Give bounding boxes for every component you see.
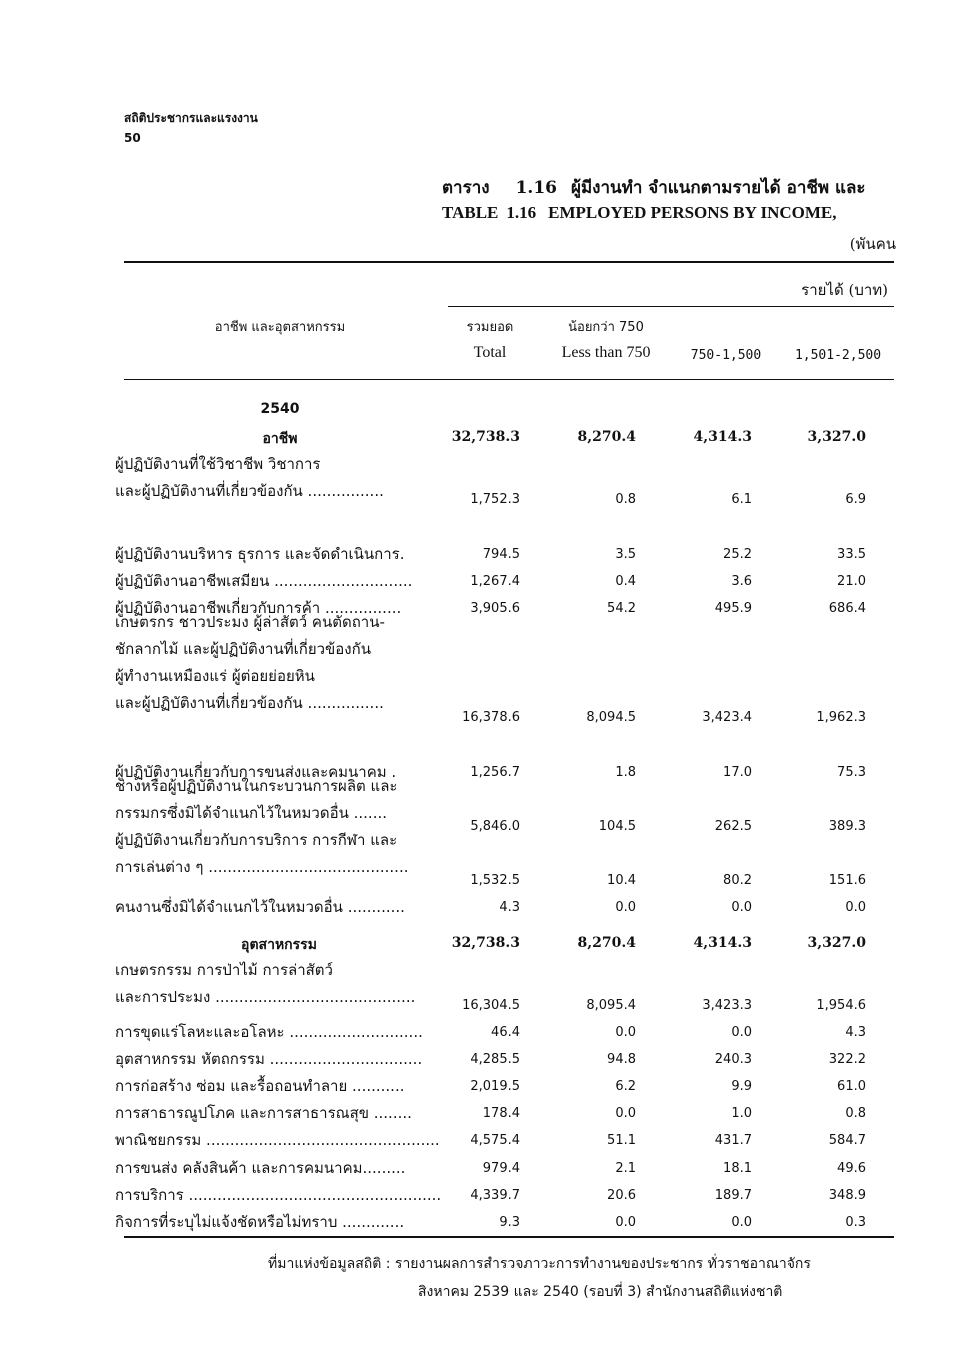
table-cell: 4.3 xyxy=(845,1025,866,1040)
source-note xyxy=(268,1250,811,1306)
table-row-label: คนงานซึ่งมิได้จำแนกไว้ในหมวดอื่น ............ xyxy=(115,898,405,916)
title-prefix-thai: ตาราง xyxy=(442,178,490,198)
table-row-label: ผู้ปฏิบัติงานเกี่ยวกับการบริการ การกีฬา และ การเล่นต่าง ๆ .......................................... xyxy=(115,831,409,876)
table-row-label: การก่อสร้าง ซ่อม และรื้อถอนทำลาย ........... xyxy=(115,1077,405,1095)
table-cell: 262.5 xyxy=(714,819,752,834)
section-total-cell: 3,327.0 xyxy=(807,935,866,951)
table-cell: 46.4 xyxy=(491,1025,520,1040)
table-cell: 6.1 xyxy=(731,492,752,507)
section-total-cell: 4,314.3 xyxy=(693,935,752,951)
table-cell: 0.0 xyxy=(615,1215,636,1230)
table-row-label: เกษตรกรรม การป่าไม้ การล่าสัตว์ และการประมง .......................................... xyxy=(115,961,416,1006)
table-cell: 3,905.6 xyxy=(470,601,520,616)
table-row-label: การบริการ ..................................................... xyxy=(115,1186,442,1204)
table-cell: 16,304.5 xyxy=(462,998,520,1013)
section-title: อาชีพ xyxy=(262,431,298,447)
table-cell: 5,846.0 xyxy=(470,819,520,834)
table-cell: 2,019.5 xyxy=(470,1079,520,1094)
table-cell: 4.3 xyxy=(499,900,520,915)
table-cell: 21.0 xyxy=(837,574,866,589)
table-cell: 0.0 xyxy=(731,900,752,915)
book-title: สถิติประชากรและแรงงาน xyxy=(124,111,258,125)
table-cell: 10.4 xyxy=(607,873,636,888)
table-row-label: เกษตรกร ชาวประมง ผู้ล่าสัตว์ คนตัดถาน- ชักลากไม้ และผู้ปฏิบัติงานที่เกี่ยวข้องกัน ผู้ทำงานเหมืองแร่ ผู้ต่อยย่อยหิน และผู้ปฏิบัติงานที่เกี่ยวข้องกัน ................ xyxy=(115,613,385,712)
title-prefix-english: TABLE xyxy=(442,203,499,222)
unit-label: (พันคน xyxy=(849,235,896,253)
table-cell: 0.0 xyxy=(731,1025,752,1040)
table-number: 1.16 xyxy=(515,178,557,198)
table-cell: 0.4 xyxy=(615,574,636,589)
table-cell: 495.9 xyxy=(714,601,752,616)
table-cell: 322.2 xyxy=(828,1052,866,1067)
table-cell: 3.6 xyxy=(731,574,752,589)
table-cell: 0.8 xyxy=(845,1106,866,1121)
table-cell: 4,575.4 xyxy=(470,1133,520,1148)
table-cell: 8,094.5 xyxy=(586,710,636,725)
table-cell: 1.0 xyxy=(731,1106,752,1121)
income-header: รายได้ (บาท) xyxy=(801,281,888,299)
table-cell: 151.6 xyxy=(828,873,866,888)
source-line-1: ที่มาแห่งข้อมูลสถิติ : รายงานผลการสำรวจภาวะการทำงานของประชากร ทั่วราชอาณาจักร xyxy=(268,1256,811,1272)
stub-header: อาชีพ และอุตสาหกรรม xyxy=(214,320,346,335)
table-cell: 178.4 xyxy=(482,1106,520,1121)
table-cell: 6.9 xyxy=(845,492,866,507)
table-cell: 389.3 xyxy=(828,819,866,834)
table-cell: 33.5 xyxy=(837,547,866,562)
table-cell: 51.1 xyxy=(607,1133,636,1148)
table-cell: 104.5 xyxy=(598,819,636,834)
source-line-2: สิงหาคม 2539 และ 2540 (รอบที่ 3) สำนักงานสถิติแห่งชาติ xyxy=(418,1284,783,1300)
page-number: 50 xyxy=(124,131,141,145)
table-row-label: การขุดแร่โลหะและอโลหะ ............................ xyxy=(115,1023,423,1041)
table-cell: 1,752.3 xyxy=(470,492,520,507)
table-row-label: การสาธารณูปโภค และการสาธารณสุข ........ xyxy=(115,1104,412,1122)
section-total-cell: 8,270.4 xyxy=(577,429,636,445)
col-total-th: รวมยอด xyxy=(466,320,514,335)
table-cell: 54.2 xyxy=(607,601,636,616)
table-cell: 584.7 xyxy=(828,1133,866,1148)
table-cell: 1,256.7 xyxy=(470,765,520,780)
table-cell: 17.0 xyxy=(723,765,752,780)
section-total-cell: 3,327.0 xyxy=(807,429,866,445)
table-row-label: ผู้ปฏิบัติงานอาชีพเสมียน ............................. xyxy=(115,572,413,590)
col-1501-2500: 1,501-2,500 xyxy=(794,348,882,363)
table-cell: 0.0 xyxy=(845,900,866,915)
table-title-english xyxy=(442,203,837,223)
section-total-cell: 4,314.3 xyxy=(693,429,752,445)
table-row-label: พาณิชยกรรม ................................................. xyxy=(115,1131,440,1149)
table-cell: 80.2 xyxy=(723,873,752,888)
table-cell: 9.3 xyxy=(499,1215,520,1230)
section-total-cell: 32,738.3 xyxy=(451,429,520,445)
section-total-cell: 8,270.4 xyxy=(577,935,636,951)
income-rule xyxy=(448,306,894,307)
table-cell: 20.6 xyxy=(607,1188,636,1203)
table-cell: 1,962.3 xyxy=(816,710,866,725)
table-row-label: กิจการที่ระบุไม่แจ้งชัดหรือไม่ทราบ ............. xyxy=(115,1213,405,1231)
table-cell: 3,423.3 xyxy=(702,998,752,1013)
table-row-label: ช่างหรือผู้ปฏิบัติงานในกระบวนการผลิต และ กรรมกรซึ่งมิได้จำแนกไว้ในหมวดอื่น ....... xyxy=(115,777,398,822)
table-cell: 0.0 xyxy=(615,1025,636,1040)
col-lt750-en: Less than 750 xyxy=(561,344,651,361)
col-750-1500: 750-1,500 xyxy=(690,348,762,363)
top-rule xyxy=(124,261,894,263)
table-title-thai xyxy=(442,174,866,201)
table-row-label: การขนส่ง คลังสินค้า และการคมนาคม......... xyxy=(115,1159,406,1177)
title-text-english: EMPLOYED PERSONS BY INCOME, xyxy=(548,203,837,222)
table-row-label: ผู้ปฏิบัติงานบริหาร ธุรการ และจัดดำเนินการ. xyxy=(115,545,405,563)
section-title: อุตสาหกรรม xyxy=(241,937,317,953)
table-cell: 49.6 xyxy=(837,1161,866,1176)
table-cell: 16,378.6 xyxy=(462,710,520,725)
table-cell: 686.4 xyxy=(828,601,866,616)
table-row-label: ผู้ปฏิบัติงานอาชีพเกี่ยวกับการค้า ................ xyxy=(115,599,402,617)
table-cell: 0.3 xyxy=(845,1215,866,1230)
table-cell: 1,532.5 xyxy=(470,873,520,888)
table-cell: 8,095.4 xyxy=(586,998,636,1013)
table-cell: 94.8 xyxy=(607,1052,636,1067)
table-row-label: ผู้ปฏิบัติงานที่ใช้วิชาชีพ วิชาการ และผู้ปฏิบัติงานที่เกี่ยวข้องกัน ................ xyxy=(115,455,384,500)
table-cell: 794.5 xyxy=(482,547,520,562)
table-cell: 189.7 xyxy=(714,1188,752,1203)
table-cell: 75.3 xyxy=(837,765,866,780)
table-row-label: ผู้ปฏิบัติงานเกี่ยวกับการขนส่งและคมนาคม . xyxy=(115,763,397,781)
table-cell: 0.0 xyxy=(731,1215,752,1230)
table-cell: 4,285.5 xyxy=(470,1052,520,1067)
table-cell: 0.0 xyxy=(615,1106,636,1121)
title-text-thai: ผู้มีงานทำ จำแนกตามรายได้ อาชีพ และ xyxy=(570,178,866,198)
page-header xyxy=(124,108,258,148)
table-cell: 431.7 xyxy=(714,1133,752,1148)
table-cell: 3,423.4 xyxy=(702,710,752,725)
bottom-rule xyxy=(124,1236,894,1238)
table-cell: 348.9 xyxy=(828,1188,866,1203)
table-cell: 25.2 xyxy=(723,547,752,562)
table-cell: 18.1 xyxy=(723,1161,752,1176)
table-cell: 6.2 xyxy=(615,1079,636,1094)
table-cell: 0.0 xyxy=(615,900,636,915)
table-cell: 1,954.6 xyxy=(816,998,866,1013)
section-total-cell: 32,738.3 xyxy=(451,935,520,951)
header-bottom-rule xyxy=(124,379,894,380)
table-cell: 9.9 xyxy=(731,1079,752,1094)
table-cell: 4,339.7 xyxy=(470,1188,520,1203)
table-cell: 1.8 xyxy=(615,765,636,780)
table-cell: 1,267.4 xyxy=(470,574,520,589)
year-label: 2540 xyxy=(260,401,300,417)
table-cell: 0.8 xyxy=(615,492,636,507)
table-cell: 2.1 xyxy=(615,1161,636,1176)
col-lt750-th: น้อยกว่า 750 xyxy=(568,320,644,335)
table-cell: 979.4 xyxy=(482,1161,520,1176)
col-total-en: Total xyxy=(473,344,507,361)
table-row-label: อุตสาหกรรม หัตถกรรม ................................ xyxy=(115,1050,423,1068)
table-cell: 240.3 xyxy=(714,1052,752,1067)
table-number-english: 1.16 xyxy=(506,203,537,222)
table-cell: 3.5 xyxy=(615,547,636,562)
table-cell: 61.0 xyxy=(837,1079,866,1094)
